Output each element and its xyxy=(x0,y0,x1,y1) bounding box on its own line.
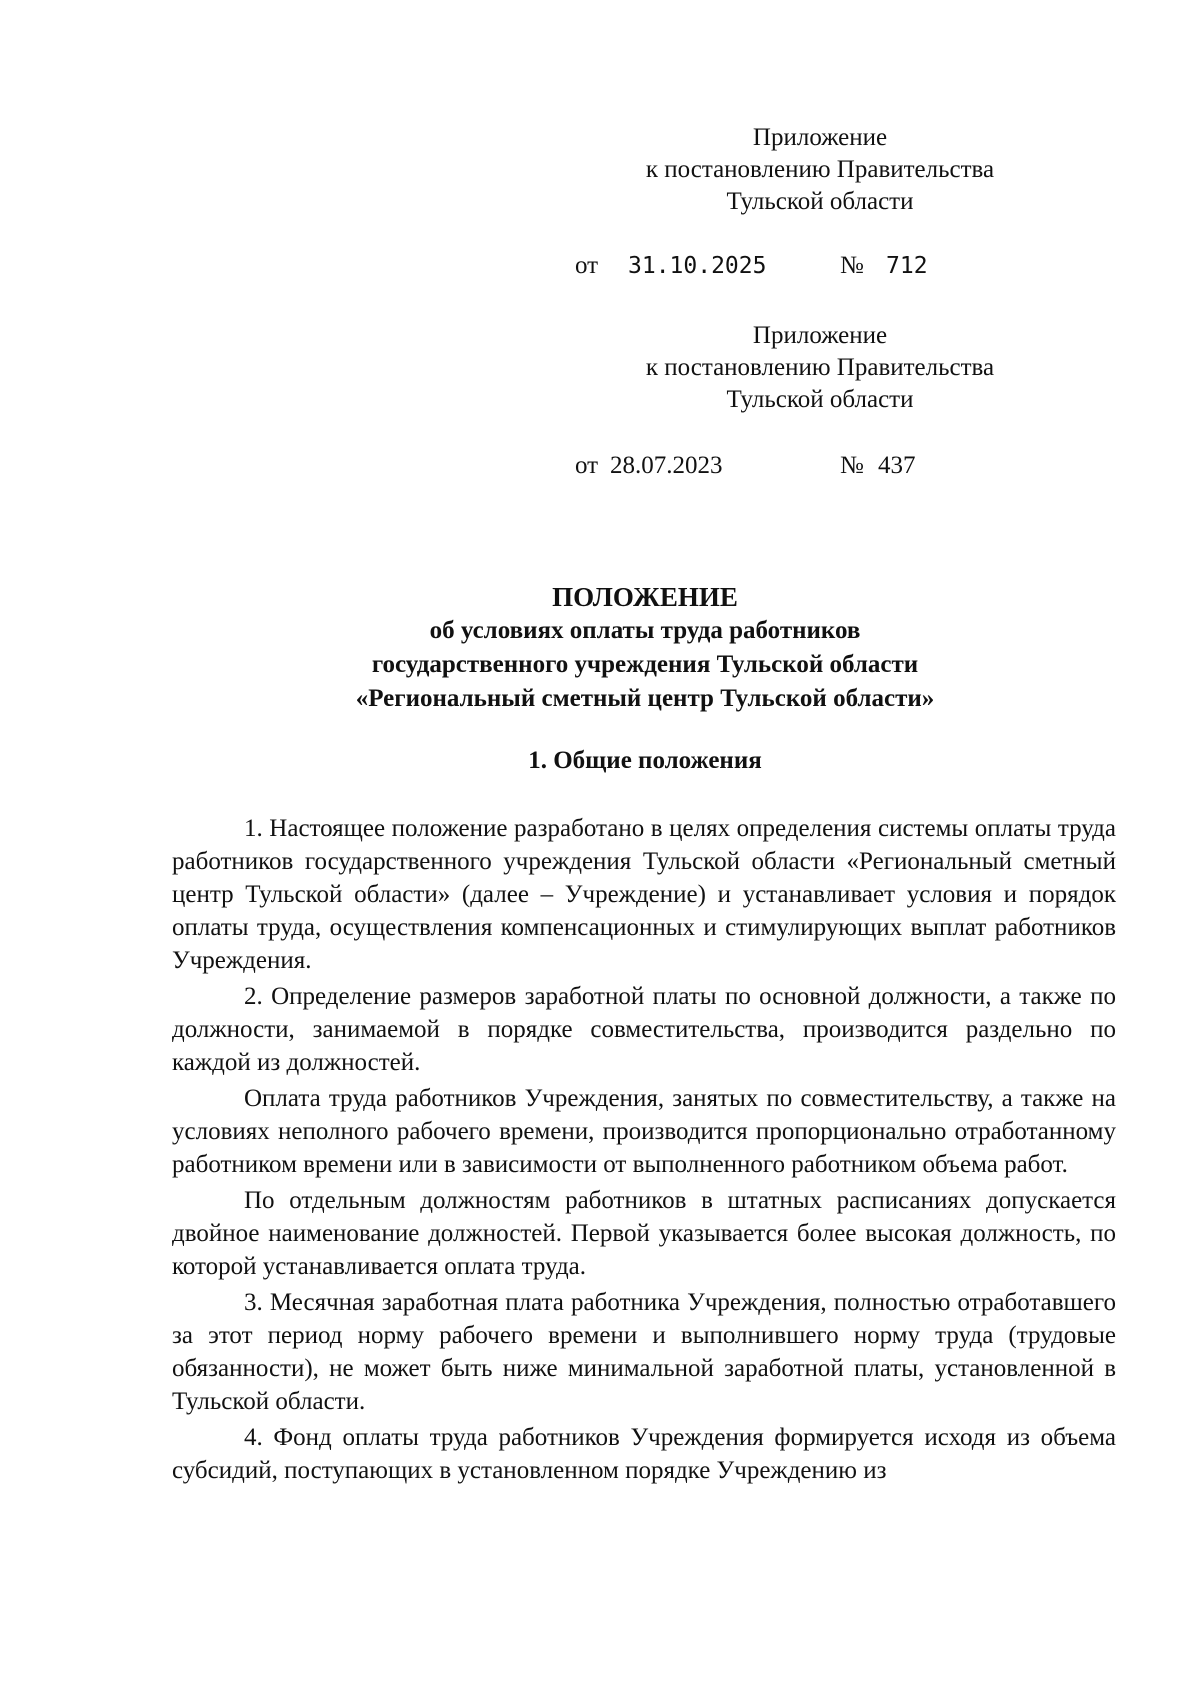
section-heading: 1. Общие положения xyxy=(528,747,762,774)
title-line: государственного учреждения Тульской области xyxy=(371,651,919,678)
paragraph: Оплата труда работников Учреждения, занятых по совместительству, а также на условиях неполного рабочего времени, производится пропорционально отработанному работником времени или в зависимости от выполненного работником объема работ. xyxy=(172,1085,1116,1178)
date-prefix: от xyxy=(575,452,599,479)
title-heading: ПОЛОЖЕНИЕ xyxy=(552,582,738,612)
title-line: об условиях оплаты труда работников xyxy=(429,617,861,644)
paragraph: 3. Месячная заработная плата работника Учреждения, полностью отработавшего за этот период норму рабочего времени и выполнившего норму труда (трудовые обязанности), не может быть ниже минимальной заработной платы, установленной в Тульской области. xyxy=(172,1289,1116,1415)
appendix-region: Тульской области xyxy=(726,386,914,413)
appendix-region: Тульской области xyxy=(726,188,914,215)
section-body xyxy=(172,812,1116,1490)
paragraph: 1. Настоящее положение разработано в целях определения системы оплаты труда работников государственного учреждения Тульской области «Региональный сметный центр Тульской области» (далее – Учреждение) и устанавливает условия и порядок оплаты труда, осуществления компенсационных и стимулирующих выплат работников Учреждения. xyxy=(172,815,1116,974)
appendix-label: Приложение xyxy=(752,322,888,349)
title-line: «Региональный сметный центр Тульской области» xyxy=(355,685,935,712)
number-sign: № xyxy=(840,252,864,279)
resolution-date: 31.10.2025 xyxy=(628,253,767,279)
appendix-label: Приложение xyxy=(752,124,888,151)
appendix-header-current xyxy=(600,122,1040,218)
document-title xyxy=(150,580,1140,716)
paragraph: 2. Определение размеров заработной платы по основной должности, а также по должности, занимаемой в порядке совместительства, производится раздельно по каждой из должностей. xyxy=(172,983,1116,1076)
paragraph: 4. Фонд оплаты труда работников Учреждения формируется исходя из объема субсидий, поступающих в установленном порядке Учреждению из xyxy=(172,1424,1116,1484)
number-sign: № xyxy=(840,452,864,479)
resolution-number: 437 xyxy=(878,452,916,479)
paragraph: По отдельным должностям работников в штатных расписаниях допускается двойное наименование должностей. Первой указывается более высокая должность, по которой устанавливается оплата труда. xyxy=(172,1187,1116,1280)
resolution-number: 712 xyxy=(886,253,928,279)
resolution-date: 28.07.2023 xyxy=(610,452,723,479)
appendix-resolution-ref: к постановлению Правительства xyxy=(645,354,995,381)
appendix-header-original xyxy=(600,320,1040,416)
appendix-resolution-ref: к постановлению Правительства xyxy=(645,156,995,183)
date-prefix: от xyxy=(575,252,599,279)
